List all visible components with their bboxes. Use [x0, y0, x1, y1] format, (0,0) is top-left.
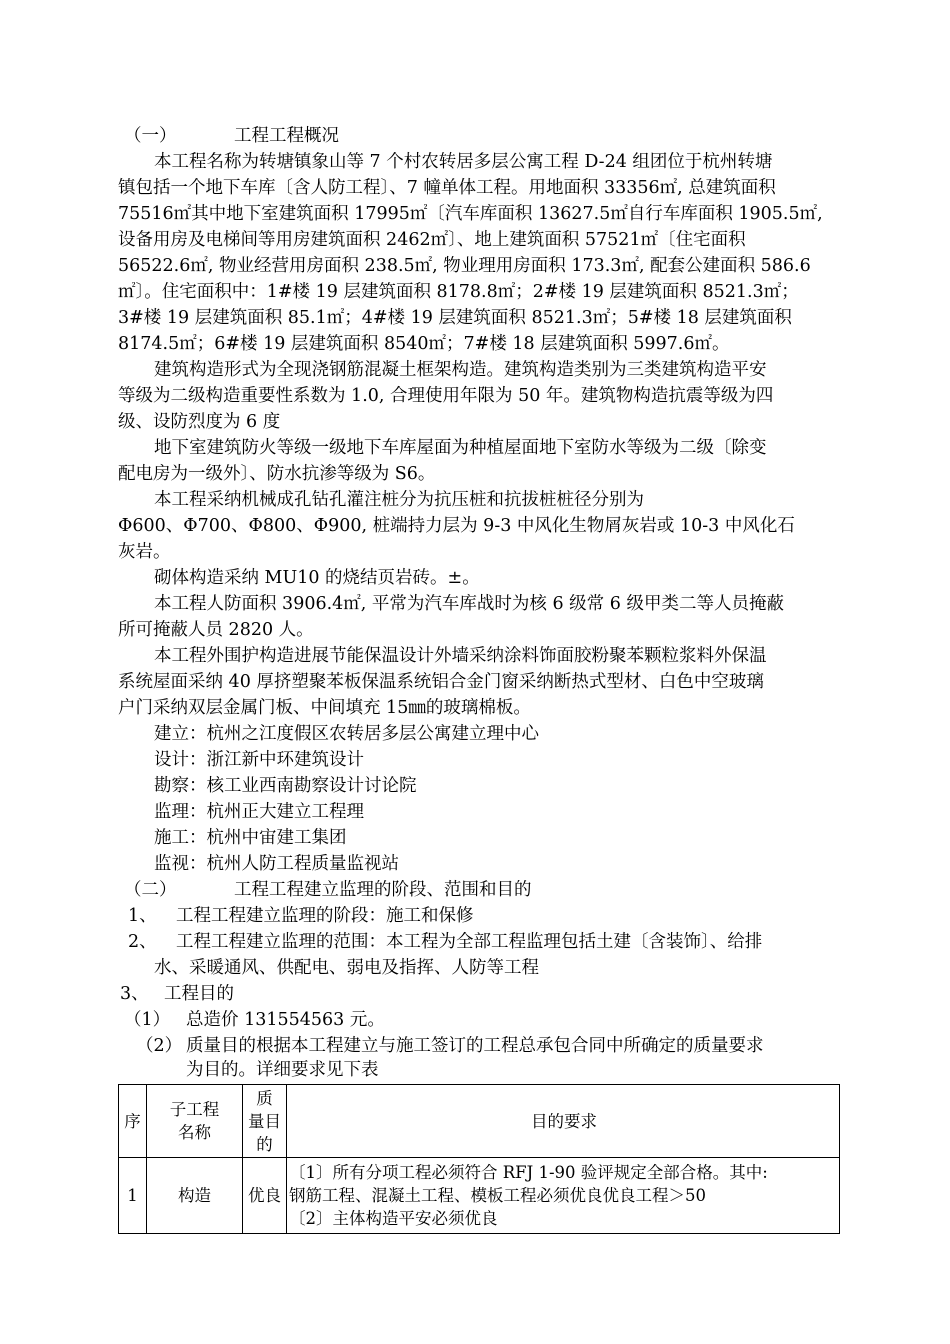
header-subproject-line: 子工程 — [169, 1100, 220, 1119]
section-2-title: 工程工程建立监理的阶段、范围和目的 — [234, 880, 532, 900]
party-line: 建立：杭州之江度假区农转居多层公寓建立理中心 — [154, 724, 539, 744]
section-1-title: 工程工程概况 — [234, 126, 339, 146]
header-quality-line: 量目 — [248, 1111, 281, 1131]
quality-table — [118, 1084, 840, 1234]
item-3-text: 工程目的 — [164, 984, 234, 1004]
row-requirements — [287, 1158, 840, 1234]
section-2-heading — [124, 878, 532, 902]
header-requirements: 目的要求 — [287, 1085, 840, 1158]
fire-line: 配电房为一级外〕、防水抗渗等级为 S6。 — [118, 464, 436, 484]
envelope-line: 系统屋面采纳 40 厚挤塑聚苯板保温系统铝合金门窗采纳断热式型材、白色中空玻璃 — [118, 672, 764, 692]
subitem-2-continuation: 为目的。详细要求见下表 — [186, 1060, 379, 1080]
overview-line: 8174.5㎡；6#楼 19 层建筑面积 8540㎡；7#楼 18 层建筑面积 5997.6㎡。 — [118, 334, 730, 354]
subitem-2-number: （2） — [136, 1036, 183, 1056]
party-line: 设计：浙江新中环建筑设计 — [154, 750, 364, 770]
item-2-text: 工程工程建立监理的范围：本工程为全部工程监理包括土建〔含装饰〕、给排 — [176, 932, 763, 952]
subitem-1-text: 总造价 131554563 元。 — [186, 1010, 385, 1030]
subitem-2-text: 质量目的根据本工程建立与施工签订的工程总承包合同中所确定的质量要求 — [186, 1036, 764, 1056]
party-line: 监视：杭州人防工程质量监视站 — [154, 854, 399, 874]
overview-line: 设备用房及电梯间等用房建筑面积 2462㎡〕、地上建筑面积 57521㎡〔住宅面积 — [118, 230, 746, 250]
requirement-line: 〔2〕主体构造平安必须优良 — [289, 1209, 498, 1228]
party-line: 勘察：核工业西南勘察设计讨论院 — [154, 776, 417, 796]
overview-line: 镇包括一个地下车库〔含人防工程〕、7 幢单体工程。用地面积 33356㎡, 总建筑面积 — [118, 178, 776, 198]
row-seq: 1 — [119, 1158, 147, 1234]
overview-line: 56522.6㎡, 物业经营用房面积 238.5㎡, 物业理用房面积 173.3㎡, 配套公建面积 586.6 — [118, 256, 811, 276]
party-line: 施工：杭州中宙建工集团 — [154, 828, 347, 848]
overview-line: 3#楼 19 层建筑面积 85.1㎡；4#楼 19 层建筑面积 8521.3㎡；5#楼 18 层建筑面积 — [118, 308, 792, 328]
item-3-number: 3、 — [120, 984, 149, 1004]
table-row — [119, 1158, 840, 1234]
envelope-line: 户门采纳双层金属门板、中间填充 15㎜的玻璃棉板。 — [118, 698, 531, 718]
requirement-line: 〔1〕所有分项工程必须符合 RFJ 1-90 验评规定全部合格。其中: — [289, 1163, 768, 1182]
row-quality: 优良 — [243, 1158, 287, 1234]
section-1-heading — [124, 124, 339, 148]
header-subproject-line: 名称 — [178, 1123, 211, 1142]
piles-line: Φ600、Φ700、Φ800、Φ900, 桩端持力层为 9-3 中风化生物屑灰岩或 10-3 中风化石 — [118, 516, 795, 536]
item-2-continuation: 水、采暖通风、供配电、弱电及指挥、人防等工程 — [154, 958, 539, 978]
item-2-number: 2、 — [128, 932, 157, 952]
civil-defense-line: 所可掩蔽人员 2820 人。 — [118, 620, 314, 640]
fire-line: 地下室建筑防火等级一级地下车库屋面为种植屋面地下室防水等级为二级〔除变 — [154, 438, 767, 458]
requirement-line: 钢筋工程、混凝土工程、模板工程必须优良优良工程＞50 — [289, 1186, 706, 1205]
overview-line: 75516㎡其中地下室建筑面积 17995㎡〔汽车库面积 13627.5㎡自行车库面积 1905.5㎡, — [118, 204, 823, 224]
envelope-line: 本工程外围护构造进展节能保温设计外墙采纳涂料饰面胶粉聚苯颗粒浆料外保温 — [154, 646, 767, 666]
piles-line: 灰岩。 — [118, 542, 171, 562]
header-subproject — [147, 1085, 243, 1158]
overview-line: 本工程名称为转塘镇象山等 7 个村农转居多层公寓工程 D-24 组团位于杭州转塘 — [154, 152, 773, 172]
party-line: 监理：杭州正大建立工程理 — [154, 802, 364, 822]
subitem-1-number: （1） — [124, 1010, 171, 1030]
structure-line: 等级为二级构造重要性系数为 1.0, 合理使用年限为 50 年。建筑物构造抗震等级为四 — [118, 386, 774, 406]
masonry-line: 砌体构造采纳 MU10 的烧结页岩砖。±。 — [154, 568, 480, 588]
piles-line: 本工程采纳机械成孔钻孔灌注桩分为抗压桩和抗拔桩桩径分别为 — [154, 490, 644, 510]
structure-line: 级、设防烈度为 6 度 — [118, 412, 281, 432]
item-1-text: 工程工程建立监理的阶段：施工和保修 — [176, 906, 474, 926]
overview-line: ㎡〕。住宅面积中：1#楼 19 层建筑面积 8178.8㎡；2#楼 19 层建筑面积 8521.3㎡； — [118, 282, 799, 302]
item-1-number: 1、 — [128, 906, 157, 926]
table-header-row — [119, 1085, 840, 1158]
header-quality-line: 质 — [256, 1088, 273, 1108]
section-1-number: （一） — [124, 126, 177, 146]
header-seq: 序 — [119, 1085, 147, 1158]
header-quality — [243, 1085, 287, 1158]
section-2-number: （二） — [124, 880, 177, 900]
civil-defense-line: 本工程人防面积 3906.4㎡, 平常为汽车库战时为核 6 级常 6 级甲类二等人员掩蔽 — [154, 594, 784, 614]
header-quality-line: 的 — [256, 1134, 273, 1154]
structure-line: 建筑构造形式为全现浇钢筋混凝土框架构造。建筑构造类别为三类建筑构造平安 — [154, 360, 767, 380]
row-name: 构造 — [147, 1158, 243, 1234]
